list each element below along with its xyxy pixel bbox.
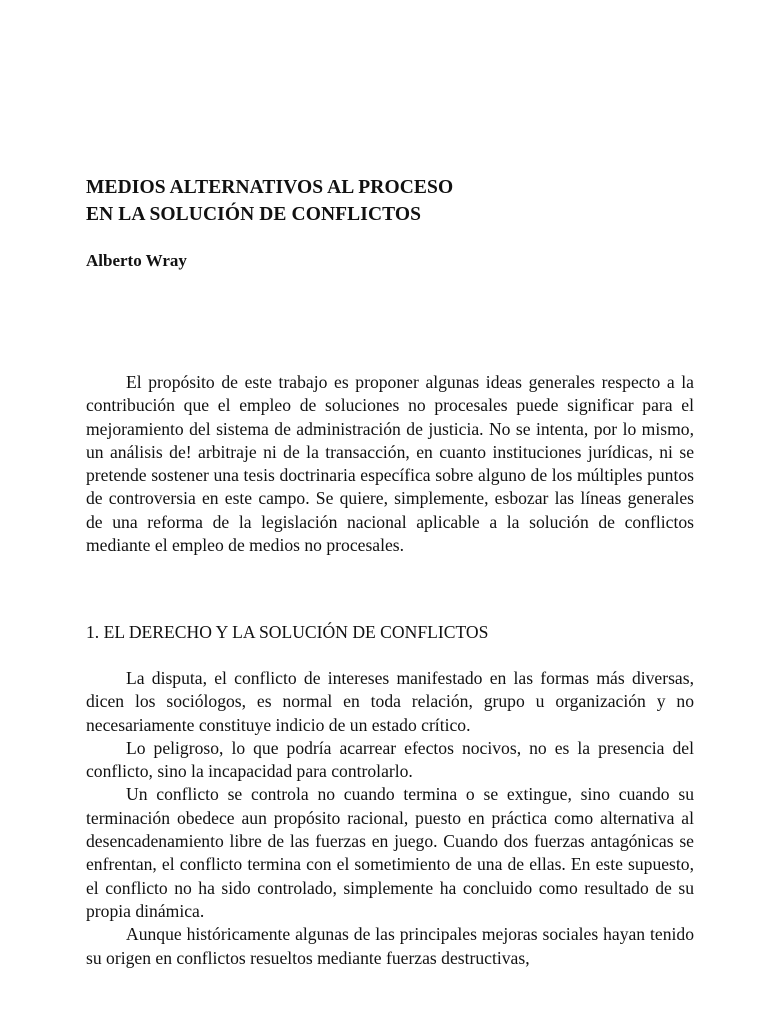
body-paragraph: Lo peligroso, lo que podría acarrear efectos nocivos, no es la presencia del conflicto, sino la incapacidad para controlarlo. [86, 737, 694, 782]
body-paragraph: La disputa, el conflicto de intereses manifestado en las formas más diversas, dicen los sociólogos, es normal en toda relación, grupo u organización y no necesariamente constituye indicio de un estado crítico. [86, 668, 694, 735]
body-paragraph: Un conflicto se controla no cuando termina o se extingue, sino cuando su terminación obedece aun propósito racional, puesto en práctica como alternativa al desencadenamiento libre de las fuerzas en juego. Cuando dos fuerzas antagónicas se enfrentan, el conflicto termina con el sometimiento de una de ellas. En este supuesto, el conflicto no ha sido controlado, simplemente ha concluido como resultado de su propia dinámica. [86, 784, 694, 921]
intro-paragraph: El propósito de este trabajo es proponer algunas ideas generales respecto a la contribución que el empleo de soluciones no procesales puede significar para el mejoramiento del sistema de administración de justicia. No se intenta, por lo mismo, un análisis de! arbitraje ni de la transacción, en cuanto instituciones jurídicas, ni se pretende sostener una tesis doctrinaria específica sobre alguno de los múltiples puntos de controversia en este campo. Se quiere, simplemente, esbozar las líneas generales de una reforma de la legislación nacional aplicable a la solución de conflictos mediante el empleo de medios no procesales. [86, 372, 694, 556]
title-line-1: MEDIOS ALTERNATIVOS AL PROCESO [86, 177, 454, 198]
section-body [86, 667, 694, 970]
article-title [86, 174, 453, 228]
title-line-2: EN LA SOLUCIÓN DE CONFLICTOS [86, 204, 422, 225]
intro-section [86, 371, 694, 557]
section-heading: 1. EL DERECHO Y LA SOLUCIÓN DE CONFLICTOS [86, 622, 489, 642]
author-name: Alberto Wray [86, 251, 187, 270]
body-paragraph: Aunque históricamente algunas de las principales mejoras sociales hayan tenido su origen en conflictos resueltos mediante fuerzas destructivas, [86, 924, 694, 968]
